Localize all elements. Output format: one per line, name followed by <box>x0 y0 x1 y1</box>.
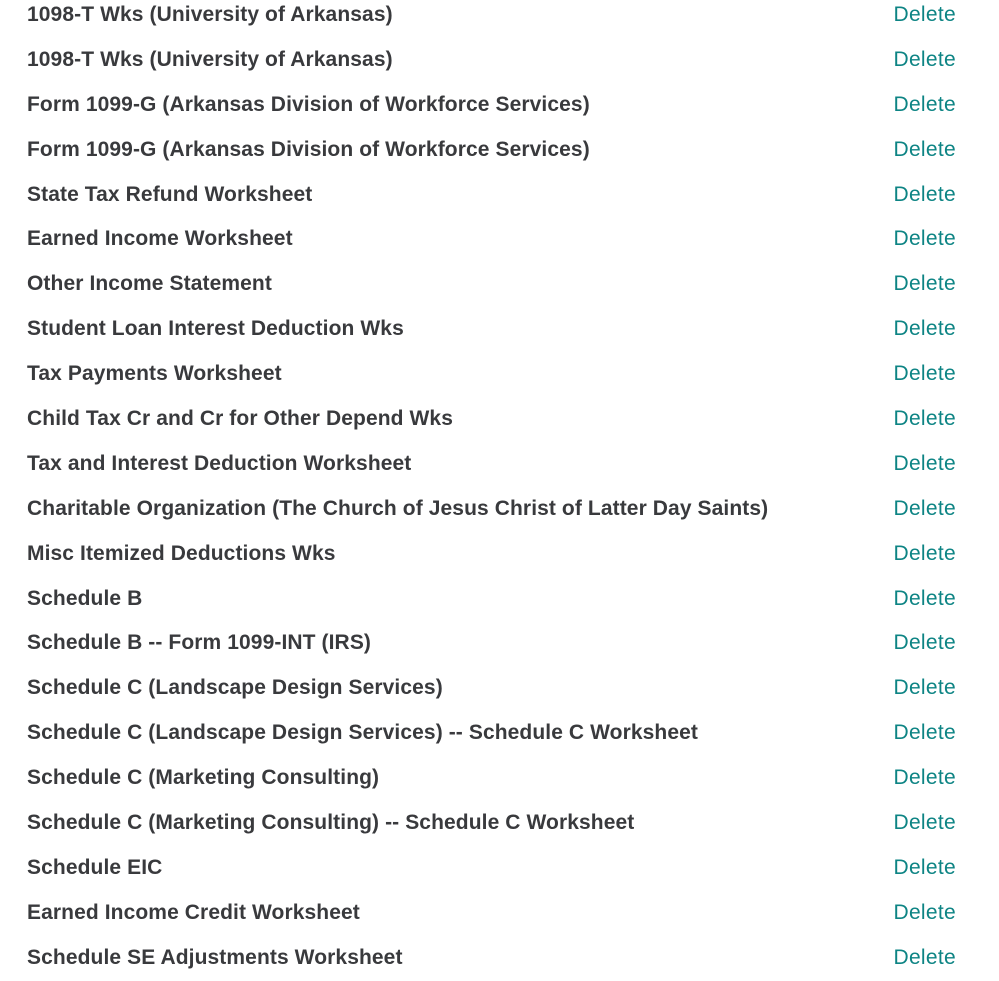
form-name: Schedule C (Landscape Design Services) -- Schedule C Worksheet <box>27 721 699 745</box>
delete-link[interactable]: Delete <box>893 721 956 745</box>
form-row <box>0 666 999 711</box>
delete-link[interactable]: Delete <box>893 451 956 475</box>
delete-link[interactable]: Delete <box>893 631 956 655</box>
form-row <box>0 128 999 173</box>
form-name: Earned Income Credit Worksheet <box>27 900 360 924</box>
delete-link[interactable]: Delete <box>893 3 956 26</box>
form-row <box>0 83 999 128</box>
form-row <box>0 0 999 38</box>
form-row <box>0 891 999 936</box>
form-row <box>0 532 999 577</box>
delete-link[interactable]: Delete <box>893 541 956 565</box>
form-name: Schedule C (Landscape Design Services) <box>27 676 443 700</box>
form-row <box>0 442 999 487</box>
form-name: 1098-T Wks (University of Arkansas) <box>27 3 393 26</box>
form-row <box>0 846 999 891</box>
form-row <box>0 936 999 981</box>
form-name: Student Loan Interest Deduction Wks <box>27 317 404 341</box>
form-row <box>0 352 999 397</box>
delete-link[interactable]: Delete <box>893 362 956 386</box>
delete-link[interactable]: Delete <box>893 496 956 520</box>
form-name: Child Tax Cr and Cr for Other Depend Wks <box>27 407 453 431</box>
form-name: Schedule B -- Form 1099-INT (IRS) <box>27 631 372 655</box>
form-name: Form 1099-G (Arkansas Division of Workforce Services) <box>27 137 590 161</box>
form-row <box>0 397 999 442</box>
form-row <box>0 711 999 756</box>
form-name: Form 1099-G (Arkansas Division of Workforce Services) <box>27 92 590 116</box>
delete-link[interactable]: Delete <box>893 855 956 879</box>
form-name: Charitable Organization (The Church of Jesus Christ of Latter Day Saints) <box>27 496 769 520</box>
form-name: Schedule C (Marketing Consulting) <box>27 766 380 790</box>
form-row <box>0 38 999 83</box>
form-name: Other Income Statement <box>27 272 272 296</box>
form-row <box>0 173 999 218</box>
form-row <box>0 621 999 666</box>
form-row <box>0 217 999 262</box>
delete-link[interactable]: Delete <box>893 272 956 296</box>
delete-link[interactable]: Delete <box>893 227 956 251</box>
delete-link[interactable]: Delete <box>893 317 956 341</box>
form-name: Schedule B <box>27 586 143 610</box>
delete-link[interactable]: Delete <box>893 945 956 969</box>
form-row <box>0 307 999 352</box>
form-row <box>0 487 999 532</box>
delete-link[interactable]: Delete <box>893 47 956 71</box>
form-row <box>0 801 999 846</box>
delete-link[interactable]: Delete <box>893 586 956 610</box>
form-name: 1098-T Wks (University of Arkansas) <box>27 47 393 71</box>
delete-link[interactable]: Delete <box>893 407 956 431</box>
form-row <box>0 756 999 801</box>
form-name: State Tax Refund Worksheet <box>27 182 313 206</box>
form-name: Tax Payments Worksheet <box>27 362 282 386</box>
form-row <box>0 577 999 622</box>
form-row <box>0 262 999 307</box>
form-name: Earned Income Worksheet <box>27 227 293 251</box>
delete-link[interactable]: Delete <box>893 137 956 161</box>
delete-link[interactable]: Delete <box>893 766 956 790</box>
delete-link[interactable]: Delete <box>893 811 956 835</box>
form-name: Misc Itemized Deductions Wks <box>27 541 336 565</box>
form-name: Schedule C (Marketing Consulting) -- Schedule C Worksheet <box>27 811 635 835</box>
form-name: Tax and Interest Deduction Worksheet <box>27 451 412 475</box>
delete-link[interactable]: Delete <box>893 676 956 700</box>
delete-link[interactable]: Delete <box>893 182 956 206</box>
form-name: Schedule SE Adjustments Worksheet <box>27 945 403 969</box>
delete-link[interactable]: Delete <box>893 92 956 116</box>
form-name: Schedule EIC <box>27 855 163 879</box>
delete-link[interactable]: Delete <box>893 900 956 924</box>
